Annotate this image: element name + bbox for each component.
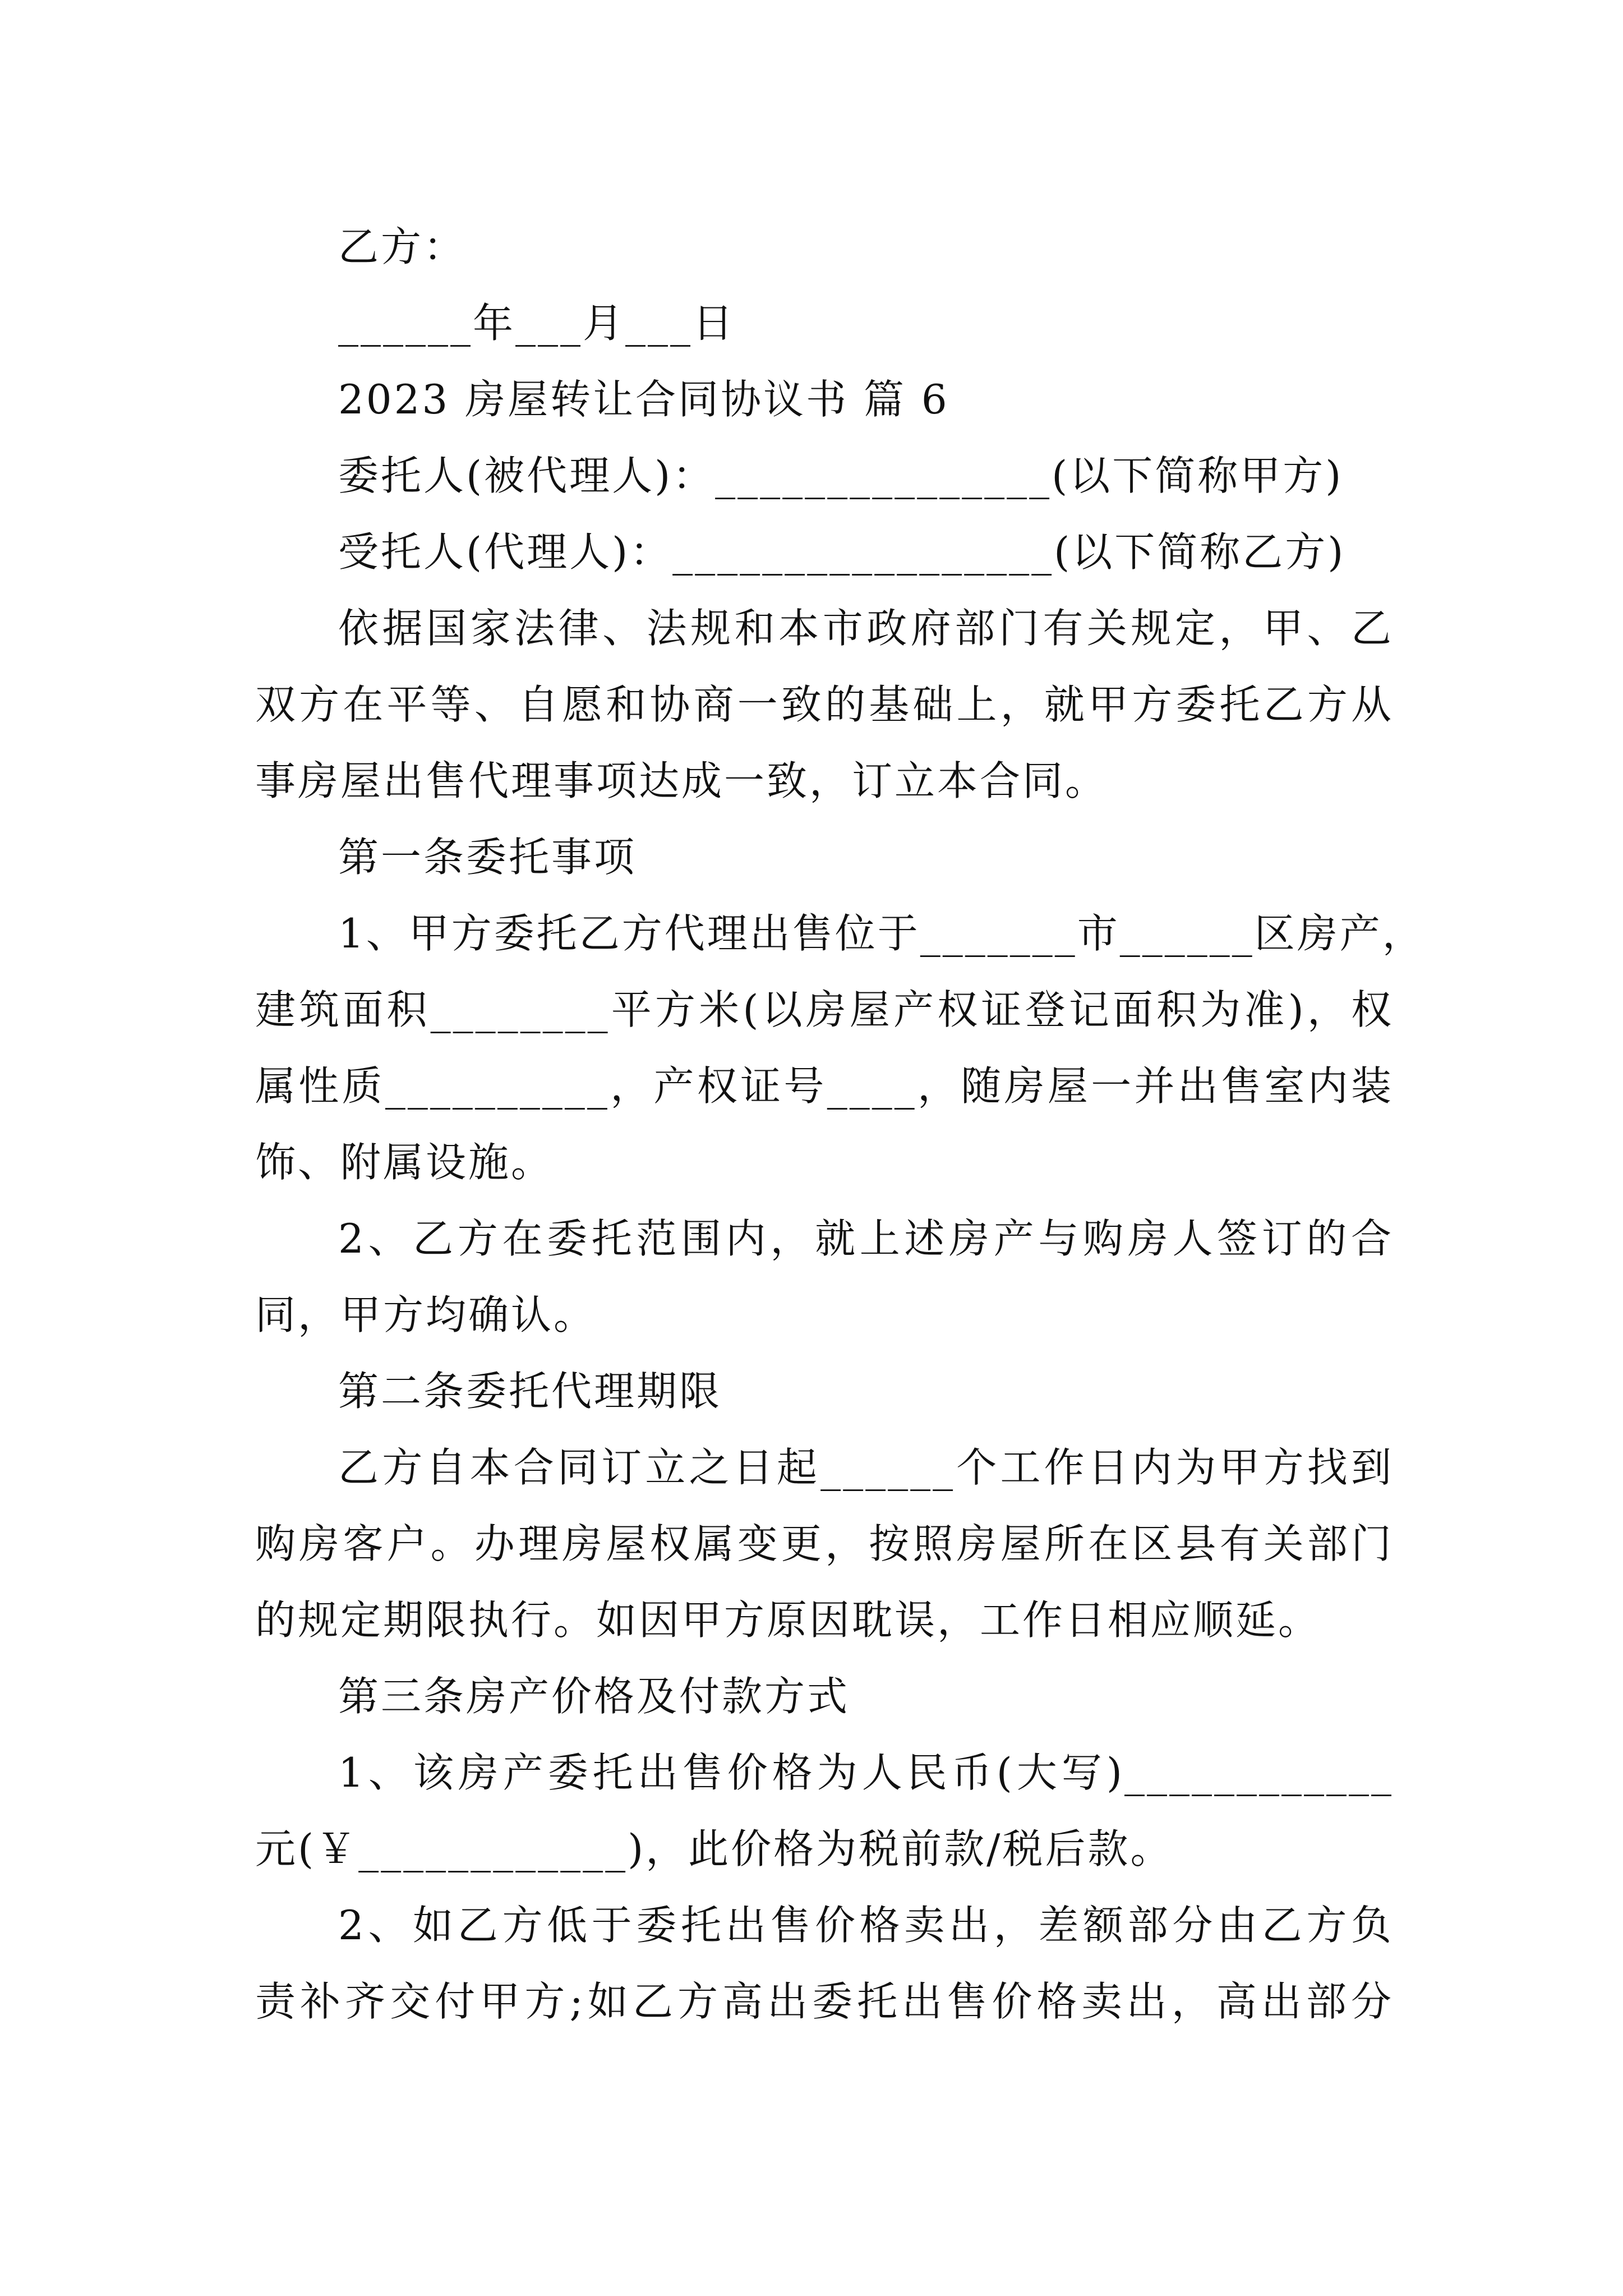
paragraph-line: 的规定期限执行。如因甲方原因耽误，工作日相应顺延。: [255, 1596, 1321, 1644]
paragraph-line: 依据国家法律、法规和本市政府部门有关规定，甲、乙: [338, 605, 1394, 652]
paragraph-line: 属性质__________，产权证号____，随房屋一并出售室内装: [255, 1062, 1394, 1110]
party-b-label: 乙方：: [338, 223, 467, 270]
paragraph-line: 同，甲方均确认。: [255, 1291, 597, 1338]
paragraph-line: 2、乙方在委托范围内，就上述房产与购房人签订的合: [338, 1215, 1394, 1262]
principal-line: 委托人(被代理人)：_______________(以下简称甲方): [338, 452, 1344, 499]
paragraph-line: 2、如乙方低于委托出售价格卖出，差额部分由乙方负: [338, 1902, 1394, 1949]
agent-line: 受托人(代理人)：_________________(以下简称乙方): [338, 528, 1346, 576]
paragraph-line: 元(￥____________)，此价格为税前款/税后款。: [255, 1825, 1173, 1872]
article-heading: 第三条房产价格及付款方式: [338, 1673, 850, 1720]
article-heading: 第一条委托事项: [338, 834, 637, 881]
paragraph-line: 饰、附属设施。: [255, 1139, 554, 1186]
paragraph-line: 双方在平等、自愿和协商一致的基础上，就甲方委托乙方从: [255, 681, 1394, 728]
paragraph-line: 事房屋出售代理事项达成一致，订立本合同。: [255, 757, 1108, 804]
paragraph-line: 购房客户。办理房屋权属变更，按照房屋所在区县有关部门: [255, 1520, 1394, 1567]
article-heading: 第二条委托代理期限: [338, 1368, 722, 1415]
paragraph-line: 1、该房产委托出售价格为人民币(大写)____________: [338, 1749, 1394, 1796]
paragraph-line: 建筑面积________平方米(以房屋产权证登记面积为准)，权: [255, 986, 1394, 1033]
section-title: 2023 房屋转让合同协议书 篇 6: [338, 376, 949, 423]
paragraph-line: 1、甲方委托乙方代理出售位于_______市______区房产，: [338, 910, 1425, 957]
paragraph-line: 责补齐交付甲方;如乙方高出委托出售价格卖出，高出部分: [255, 1978, 1394, 2025]
paragraph-line: 乙方自本合同订立之日起______个工作日内为甲方找到: [338, 1444, 1394, 1491]
date-line: ______年___月___日: [338, 300, 736, 347]
